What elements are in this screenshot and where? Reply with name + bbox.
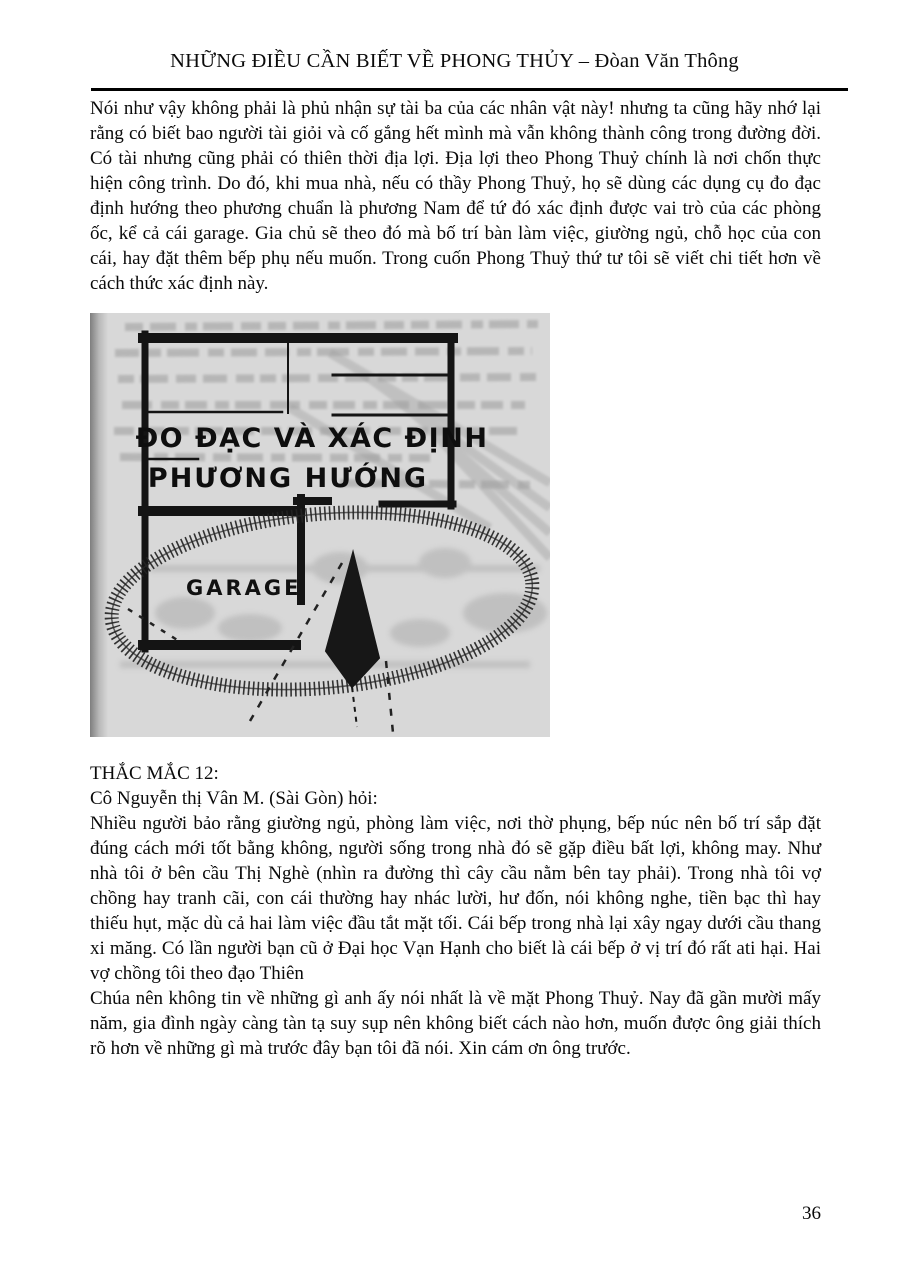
- question-paragraph-1: Nhiều người bảo rằng giường ngủ, phòng làm việc, nơi thờ phụng, bếp núc nên bố trí sắp đặt đúng cách mới tốt bằng không, người sống trong nhà đó sẽ gặp điều bất lợi, không may. Như nhà tôi ở bên cầu Thị Nghè (nhìn ra đường thì cây cầu nằm bên tay phải). Trong nhà tôi vợ chồng hay tranh cãi, con cái thường hay nhác lười, hư đốn, nói không nghe, tiền bạc thì hay thiếu hụt, mặc dù cả hai làm việc đầu tắt mặt tối. Cái bếp trong nhà lại xây ngay dưới cầu thang xi măng. Có lần người bạn cũ ở Đại học Vạn Hạnh cho biết là cái bếp ở vị trí đó rất ati hại. Hai vợ chồng tôi theo đạo Thiên: [90, 813, 821, 984]
- figure-title-line1: ĐO ĐẠC VÀ XÁC ĐỊNH: [135, 423, 489, 454]
- page-header-title: NHỮNG ĐIỀU CẦN BIẾT VỀ PHONG THỦY – Đòan Văn Thông: [170, 50, 739, 72]
- figure-title-line2: PHƯƠNG HƯỚNG: [147, 463, 429, 494]
- garage-label: GARAGE: [186, 576, 302, 600]
- scan-gutter-shadow: [90, 313, 108, 737]
- intro-paragraph: Nói như vậy không phải là phủ nhận sự tài ba của các nhân vật này! nhưng ta cũng hãy nhớ lại rằng có biết bao người tài giỏi và cố gắng hết mình mà vẫn không thành công trong đường đời. Có tài nhưng cũng phải có thiên thời địa lợi. Địa lợi theo Phong Thuỷ chính là nơi chốn thực hiện công trình. Do đó, khi mua nhà, nếu có thầy Phong Thuỷ, họ sẽ dùng các dụng cụ đo đạc định hướng theo phương chuẩn là phương Nam để tứ đó xác định được vai trò của các phòng ốc, kể cả cái garage. Gia chủ sẽ theo đó mà bố trí bàn làm việc, giường ngủ, chỗ học của con cái, hay đặt thêm bếp phụ nếu muốn. Trong cuốn Phong Thuỷ thứ tư tôi sẽ viết chi tiết hơn về cách thức xác định này.: [90, 98, 821, 294]
- figure-scan: [90, 313, 550, 737]
- section-heading: THẮC MẮC 12:: [90, 763, 219, 784]
- page-number: 36: [802, 1203, 821, 1224]
- question-section: [90, 761, 821, 1061]
- floor-plan-compass-figure: [90, 313, 550, 737]
- asker-line: Cô Nguyễn thị Vân M. (Sài Gòn) hỏi:: [90, 788, 378, 809]
- header-divider: [91, 88, 848, 91]
- question-paragraph-2: Chúa nên không tin về những gì anh ấy nói nhất là về mặt Phong Thuỷ. Nay đã gần mười mấy năm, gia đình ngày càng tàn tạ suy sụp nên không biết cách nào hơn, muốn được ông giải thích rõ hơn về những gì mà trước đây bạn tôi đã nói. Xin cám ơn ông trước.: [90, 988, 821, 1059]
